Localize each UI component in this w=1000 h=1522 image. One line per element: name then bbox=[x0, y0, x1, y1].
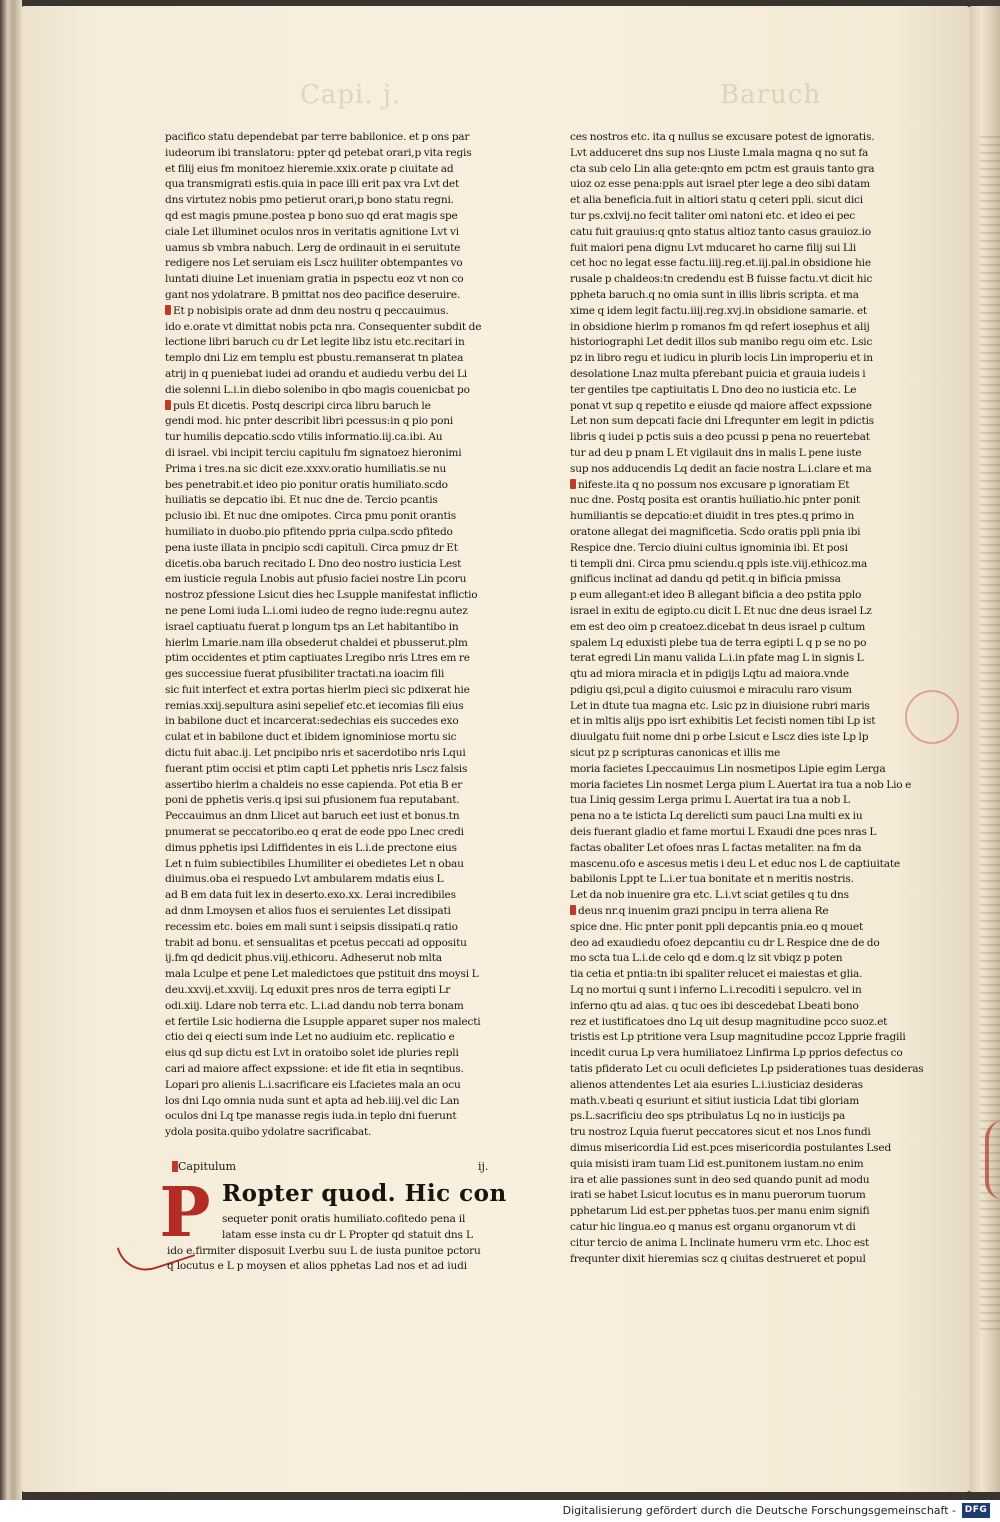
text-line: alienos attendentes Let aia esuries L.i.iusticiaz desideras bbox=[570, 1078, 863, 1091]
text-line: cet hoc no legat esse factu.iiij.reg.et.iij.pal.in obsidione hie bbox=[570, 257, 871, 270]
text-line: incedit curua Lp vera humiliatoez Linfirma Lp pprios defectus co bbox=[570, 1047, 903, 1060]
text-line: sequeter ponit oratis humiliato.cofitedo pena il bbox=[222, 1213, 466, 1225]
text-line: sic fuit interfect et extra portas hierlm pieci sic pdixerat hie bbox=[165, 683, 470, 696]
text-line: Peccauimus an dnm Llicet aut baruch eet iust et bonus.tn bbox=[165, 810, 460, 823]
book-left-edge bbox=[0, 0, 22, 1500]
text-line: diuulgatu fuit nome dni p orbe Lsicut e Lscz dies iste Lp lp bbox=[570, 731, 869, 744]
text-line: tristis est Lp ptritione vera Lsup magnitudine pccoz Lpprie fragili bbox=[570, 1031, 906, 1044]
text-line: dns virtutez nobis pmo petierut orari,p bono statu regni. bbox=[165, 194, 454, 207]
text-line: ido e.orate vt dimittat nobis pcta nra. Consequenter subdit de bbox=[165, 320, 482, 333]
text-line: em est deo oim p creatoez.dicebat tn deus israel p cultum bbox=[570, 620, 866, 633]
text-line: dictu fuit abac.ij. Let pncipibo nris et sacerdotibo nris Lqui bbox=[165, 747, 466, 760]
text-line: sicut pz p scripturas canonicas et illis me bbox=[570, 747, 781, 760]
text-line: cari ad maiore affect expssione: et ide fit etia in seqntibus. bbox=[165, 1063, 464, 1076]
left-text-column bbox=[165, 130, 535, 1141]
text-line: pnumerat se peccatoribo.eo q erat de eode ppo Lnec credi bbox=[165, 826, 464, 839]
text-line: ces nostros etc. ita q nullus se excusare potest de ignoratis. bbox=[570, 131, 875, 143]
text-line: di israel. vbi incipit terciu capitulu fm signatoez hieronimi bbox=[165, 446, 462, 459]
footer-credit: Digitalisierung gefördert durch die Deutsche Forschungsgemeinschaft - bbox=[562, 1504, 956, 1517]
text-line: in babilone duct et incarcerat:sedechias eis succedes exo bbox=[165, 715, 459, 728]
text-line: deu.xxvij.et.xxviij. Lq eduxit pres nros de terra egipti Lr bbox=[165, 984, 451, 997]
text-line: pclusio ibi. Et nuc dne omipotes. Circa pmu ponit orantis bbox=[165, 510, 456, 523]
text-line: rez et iustificatoes dno Lq uit desup magnitudine pcco suoz.et bbox=[570, 1015, 888, 1028]
text-line: nifeste.ita q no possum nos excusare p ignoratiam Et bbox=[570, 478, 940, 494]
text-line: pdigiu qsi,pcul a digito cuiusmoi e miraculu raro visum bbox=[570, 683, 852, 696]
text-line: odi.xiij. Ldare nob terra etc. L.i.ad dandu nob terra bonam bbox=[165, 999, 464, 1012]
text-line: desolatione Lnaz multa pferebant puicia et grauia iudeis i bbox=[570, 367, 866, 380]
text-line: uamus sb vmbra nabuch. Lerg de ordinauit in ei seruitute bbox=[165, 241, 461, 254]
text-line: tur humilis depcatio.scdo vtilis informatio.iij.ca.ibi. Au bbox=[165, 431, 443, 444]
text-line: spice dne. Hic pnter ponit ppli depcantis pnia.eo q mouet bbox=[570, 920, 864, 933]
text-line: ne pene Lomi iuda L.i.omi iudeo de regno iude:regnu autez bbox=[165, 604, 468, 617]
text-line: oratone allegat dei magnificetia. Scdo oratis ppli pnia ibi bbox=[570, 525, 861, 538]
text-line: et in mltis alijs ppo isrt exhibitis Let fecisti nomen tibi Lp ist bbox=[570, 715, 876, 728]
text-line: remias.xxij.sepultura asini sepelief etc.et iecomias fili eius bbox=[165, 699, 464, 712]
text-line: citur tercio de anima L Inclinate humeru vrm etc. Lhoc est bbox=[570, 1236, 870, 1249]
text-line: Respice dne. Tercio diuini cultus ignominia ibi. Et posi bbox=[570, 541, 848, 554]
text-line: qd est magis pmune.postea p bono suo qd erat magis spe bbox=[165, 209, 458, 222]
text-line: math.v.beati q esuriunt et sitiut iusticia Ldat tibi gloriam bbox=[570, 1094, 860, 1107]
text-line: atrij in q pueniebat iudei ad orandu et audiedu verbu dei Li bbox=[165, 367, 467, 380]
chapter-label: Capitulum bbox=[178, 1160, 237, 1173]
text-line: dicetis.oba baruch recitado L Dno deo nostro iusticia Lest bbox=[165, 557, 462, 570]
text-line: huiliatis se depcatio ibi. Et nuc dne de. Tercio pcantis bbox=[165, 494, 438, 507]
text-line: ter gentiles tpe captiuitatis L Dno deo no iusticia etc. Le bbox=[570, 383, 857, 396]
text-line: ti templi dni. Circa pmu sciendu.q ppls iste.viij.ethicoz.ma bbox=[570, 557, 868, 570]
text-line: los dni Lqo omnia nuda sunt et apta ad heb.iiij.vel dic Lan bbox=[165, 1094, 460, 1107]
text-line: ges successiue fuerat pfusibiliter tractati.na ioacim fili bbox=[165, 668, 445, 681]
text-line: latam esse insta cu dr L Propter qd statuit dns L bbox=[222, 1228, 473, 1241]
text-line: eius qd sup dictu est Lvt in oratoibo solet ide pluries repli bbox=[165, 1047, 459, 1060]
text-line: dimus pphetis ipsi Ldiffidentes in eis L.i.de prectone eius bbox=[165, 841, 457, 854]
text-line: templo dni Liz em templu est pbustu.remanserat tn platea bbox=[165, 352, 464, 365]
text-line: poni de pphetis veris.q ipsi sui pfusionem fua reputabant. bbox=[165, 794, 460, 807]
text-line: qtu ad miora miracla et in pdigijs Lqtu ad maiora.vnde bbox=[570, 668, 849, 681]
text-line: israel captiuatu fuerat p longum tps an Let habitantibo in bbox=[165, 620, 459, 633]
text-line: puls Et dicetis. Postq descripi circa libru baruch le bbox=[165, 399, 535, 415]
text-line: Let non sum depcati facie dni Lfrequnter em legit in pdictis bbox=[570, 415, 874, 428]
library-stamp bbox=[905, 690, 959, 744]
text-line: ydola posita.quibo ydolatre sacrificabat. bbox=[165, 1126, 372, 1139]
text-line: oculos dni Lq tpe manasse regis iuda.in teplo dni fuerunt bbox=[165, 1110, 457, 1123]
text-line: die solenni L.i.in diebo solenibo in qbo magis couenicbat po bbox=[165, 383, 470, 396]
text-line: ij.fm qd dedicit phus.viij.ethicoru. Adheserut nob mlta bbox=[165, 952, 442, 965]
text-line: ira et alie passiones sunt in deo sed quando punit ad modu bbox=[570, 1173, 870, 1186]
text-line: in obsidione hierlm p romanos fm qd refert iosephus et alij bbox=[570, 320, 870, 333]
text-line: inferno qtu ad aias. q tuc oes ibi descedebat Lbeati bono bbox=[570, 999, 859, 1012]
text-line: tur ad deu p pnam L Et vigilauit dns in malis L pene iuste bbox=[570, 446, 862, 459]
text-line: libris q iudei p pctis suis a deo pcussi p pena no reuertebat bbox=[570, 431, 870, 444]
text-line: Lopari pro alienis L.i.sacrificare eis Lfacietes mala an ocu bbox=[165, 1078, 461, 1091]
facing-page-red-initial bbox=[985, 1120, 1000, 1200]
text-line: et alia beneficia.fuit in altiori statu q ceteri ppli. sicut dici bbox=[570, 194, 863, 207]
text-line: pena iuste illata in pncipio scdi capituli. Circa pmuz dr Et bbox=[165, 541, 458, 554]
text-line: nostroz pfessione Lsicut dies hec Lsupple manifestat inflictio bbox=[165, 589, 478, 602]
text-line: assertibo hierlm a chaldeis no esse capienda. Pot etia B er bbox=[165, 778, 463, 791]
text-line: Let n fuim subiectibiles Lhumiliter ei obedietes Let n obau bbox=[165, 857, 464, 870]
text-line: diuimus.oba ei respuedo Lvt ambularem mdatis eius L bbox=[165, 873, 444, 886]
text-line: ppheta baruch.q no omia sunt in illis libris scripta. et ma bbox=[570, 288, 859, 301]
text-line: babilonis Lppt te L.i.er tua bonitate et n meritis nostris. bbox=[570, 873, 854, 886]
text-line: ad dnm Lmoysen et alios fuos ei seruientes Let dissipati bbox=[165, 905, 451, 918]
running-head-right: Baruch bbox=[720, 80, 822, 110]
text-line: catu fuit grauius:q qnto status altioz tanto casus grauioz.io bbox=[570, 225, 871, 238]
text-line: gendi mod. hic pnter describit libri pcessus:in q pio poni bbox=[165, 415, 454, 428]
text-line: deis fuerant gladio et fame mortui L Exaudi dne pces nras L bbox=[570, 826, 877, 839]
text-line: frequnter dixit hieremias scz q ciuitas destrueret et popul bbox=[570, 1252, 866, 1265]
text-line: israel in exitu de egipto.cu dicit L Et nuc dne deus israel Lz bbox=[570, 604, 872, 617]
text-line: cta sub celo Lin alia gete:qnto em pctm est grauis tanto gra bbox=[570, 162, 875, 175]
text-line: tia cetia et pntia:tn ibi spaliter relucet ei maiestas et glia. bbox=[570, 968, 863, 981]
text-line: Let in dtute tua magna etc. Lsic pz in diuisione rubri maris bbox=[570, 699, 870, 712]
text-line: Let da nob inuenire gra etc. L.i.vt sciat getiles q tu dns bbox=[570, 889, 849, 902]
text-line: fuit maiori pena dignu Lvt mducaret ho carne filij sui Lli bbox=[570, 241, 857, 254]
text-line: luntati diuine Let inueniam gratia in pspectu eoz vt non co bbox=[165, 273, 464, 286]
text-line: catur hic lingua.eo q manus est organu organorum vt di bbox=[570, 1220, 856, 1233]
text-line: xime q idem legit factu.iiij.reg.xvj.in obsidione samarie. et bbox=[570, 304, 867, 317]
text-line: tatis pfiderato Let cu oculi deficietes Lp psiderationes tuas desideras bbox=[570, 1063, 924, 1076]
text-line: et fertile Lsic hodierna die Lsupple apparet super nos malecti bbox=[165, 1015, 481, 1028]
text-line: irati se habet Lsicut locutus es in manu puerorum tuorum bbox=[570, 1189, 866, 1202]
running-head-left: Capi. j. bbox=[300, 80, 402, 110]
text-line: pphetarum Lid est.per pphetas tuos.per manu enim signifi bbox=[570, 1205, 870, 1218]
text-line: historiographi Let dedit illos sub manibo regu oim etc. Lsic bbox=[570, 336, 873, 349]
text-line: fuerant ptim occisi et ptim capti Let pphetis nris Lscz falsis bbox=[165, 762, 468, 775]
text-line: et filij eius fm monitoez hieremie.xxix.orate p ciuitate ad bbox=[165, 162, 454, 175]
text-line: ps.L.sacrificiu deo sps ptribulatus Lq no in iusticijs pa bbox=[570, 1110, 846, 1123]
dfg-logo: DFG bbox=[962, 1503, 990, 1518]
text-line: ponat vt sup q repetito e eiusde qd maiore affect expssione bbox=[570, 399, 872, 412]
text-line: mascenu.ofo e ascesus metis i deu L et educ nos L de captiuitate bbox=[570, 857, 900, 870]
text-line: pacifico statu dependebat par terre babilonice. et p ons par bbox=[165, 131, 470, 143]
text-line: ptim occidentes et ptim captiuates Lregibo nris Ltres em re bbox=[165, 652, 470, 665]
text-line: gant nos ydolatrare. B pmittat nos deo pacifice deseruire. bbox=[165, 288, 461, 301]
text-line: p eum allegant:et ideo B allegant bificia a deo pstita pplo bbox=[570, 589, 862, 602]
text-line: Lq no mortui q sunt i inferno L.i.recoditi i sepulcro. vel in bbox=[570, 984, 862, 997]
text-line: lectione libri baruch cu dr Let legite libz istu etc.recitari in bbox=[165, 336, 465, 349]
text-line: ido e.firmiter disposuit Lverbu suu L de iusta punitoe pctoru bbox=[167, 1244, 481, 1257]
text-line: humiliato in duobo.pio pfitendo ppria culpa.scdo pfitedo bbox=[165, 525, 453, 538]
chapter-number: ij. bbox=[478, 1160, 489, 1173]
text-line: hierlm Lmarie.nam illa obsederut chaldei et pbusserut.plm bbox=[165, 636, 468, 649]
text-line: gnificus inclinat ad dandu qd petit.q in bificia pmissa bbox=[570, 573, 841, 586]
text-line: qua transmigrati estis.quia in pace illi erit pax vra Lvt det bbox=[165, 178, 460, 191]
text-line: terat egredi Lin manu valida L.i.in pfate mag L in signis L bbox=[570, 652, 864, 665]
chapter-incipit: Ropter quod. Hic con bbox=[222, 1180, 507, 1207]
text-line: bes penetrabit.et ideo pio ponitur oratis humiliato.scdo bbox=[165, 478, 448, 491]
text-line: tru nostroz Lquia fuerut peccatores sicut et nos Lnos fundi bbox=[570, 1126, 871, 1139]
footer-bar bbox=[0, 1500, 1000, 1522]
text-line: uioz oz esse pena:ppls aut israel pter lege a deo sibi datam bbox=[570, 178, 871, 191]
text-line: em iusticie regula Lnobis aut pfusio faciei nostre Lin pcoru bbox=[165, 573, 467, 586]
text-line: deo ad exaudiedu ofoez depcantiu cu dr L Respice dne de do bbox=[570, 936, 880, 949]
text-line: rusale p chaldeos:tn credendu est B fuisse factu.vt dicit hic bbox=[570, 273, 873, 286]
red-initial-letter: P bbox=[159, 1173, 211, 1253]
chapter-opening-lines bbox=[167, 1212, 522, 1275]
text-line: dimus misericordia Lid est.pces misericordia postulantes Lsed bbox=[570, 1142, 892, 1154]
text-line: ad B em data fuit lex in deserto.exo.xx. Lerai incredibiles bbox=[165, 889, 456, 902]
text-line: moria facietes Lpeccauimus Lin nosmetipos Lipie egim Lerga bbox=[570, 762, 886, 775]
text-line: Et p nobisipis orate ad dnm deu nostru q peccauimus. bbox=[165, 304, 535, 320]
text-line: iudeorum ibi translatoru: ppter qd petebat orari,p vita regis bbox=[165, 146, 472, 159]
text-line: tur ps.cxlvij.no fecit taliter omi natoni etc. et ideo ei pec bbox=[570, 209, 856, 222]
text-line: Lvt adduceret dns sup nos Liuste Lmala magna q no sut fa bbox=[570, 146, 869, 159]
text-line: mala Lculpe et pene Let maledictoes que pstituit dns moysi L bbox=[165, 968, 479, 981]
text-line: redigere nos Let seruiam eis Lscz huiliter obtempantes vo bbox=[165, 257, 463, 270]
text-line: moria facietes Lin nosmet Lerga pium L Auertat ira tua a nob Lio e bbox=[570, 778, 912, 791]
text-line: humiliantis se depcatio:et diuidit in tres ptes.q primo in bbox=[570, 510, 855, 523]
text-line: ciale Let illuminet oculos nros in veritatis agnitione Lvt vi bbox=[165, 225, 459, 238]
text-line: ctio dei q eiecti sum inde Let no audiuim etc. replicatio e bbox=[165, 1031, 455, 1044]
text-line: mo scta tua L.i.de celo qd e dom.q lz sit vbiqz p poten bbox=[570, 952, 843, 965]
text-line: quia misisti iram tuam Lid est.punitonem iustam.no enim bbox=[570, 1157, 864, 1170]
text-line: pz in libro regu et iudicu in plurib locis Lin improperiu et in bbox=[570, 352, 873, 365]
text-line: Prima i tres.na sic dicit eze.xxxv.oratio humiliatis.se nu bbox=[165, 462, 447, 475]
text-line: tua Liniq gessim Lerga primu L Auertat ira tua a nob L bbox=[570, 794, 850, 807]
right-text-column bbox=[570, 130, 940, 1267]
text-line: deus nr.q inuenim grazi pncipu in terra aliena Re bbox=[570, 904, 940, 920]
text-line: sup nos adducendis Lq dedit an facie nostra L.i.clare et ma bbox=[570, 462, 872, 475]
text-line: q locutus e L p moysen et alios pphetas Lad nos et ad iudi bbox=[167, 1260, 467, 1273]
text-line: recessim etc. boies em mali sunt i seipsis dissipati.q ratio bbox=[165, 920, 458, 933]
text-line: nuc dne. Postq posita est orantis huiliatio.hic pnter ponit bbox=[570, 494, 860, 507]
text-line: spalem Lq eduxisti plebe tua de terra egipti L q p se no po bbox=[570, 636, 867, 649]
text-line: culat et in babilone duct et ibidem ignominiose mortu sic bbox=[165, 731, 457, 744]
text-line: pena no a te isticta Lq derelicti sum pauci Lna multi ex iu bbox=[570, 810, 863, 823]
text-line: factas obaliter Let ofoes nras L factas metaliter. na fm da bbox=[570, 841, 862, 854]
text-line: trabit ad bonu. et sensualitas et pcetus peccati ad oppositu bbox=[165, 936, 467, 949]
